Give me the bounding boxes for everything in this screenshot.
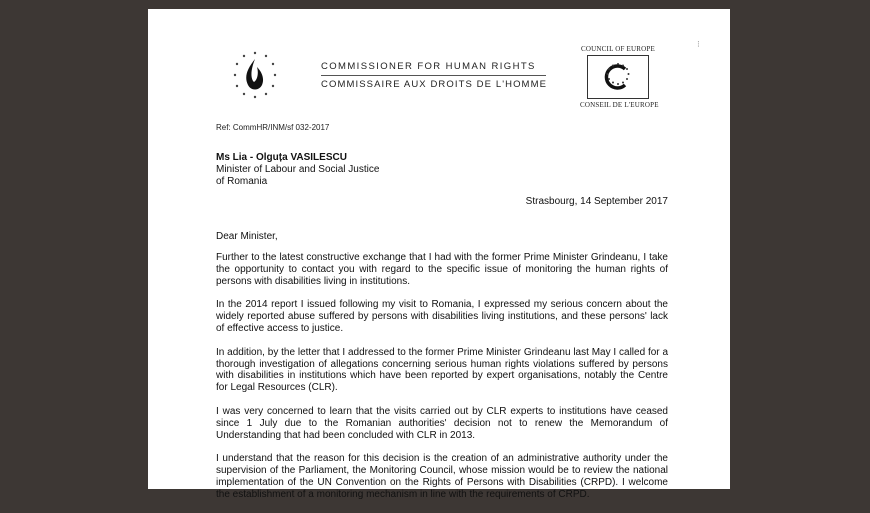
header-title-english: COMMISSIONER FOR HUMAN RIGHTS — [321, 61, 546, 76]
paragraph: In addition, by the letter that I addressed to the former Prime Minister Grindeanu last May I called for a thorough investigation of allegations concerning serious human rights violations suffered by persons with disabilities in institutions which have been reported by expert organisations, notably the Centre for Legal Resources (CLR). — [216, 346, 668, 394]
paragraph: Further to the latest constructive exchange that I had with the former Prime Minister Grindeanu, I take the opportunity to contact you with regard to the specific issue of monitoring the human rights of persons with disabilities living in institutions. — [216, 252, 668, 287]
coe-label-french: CONSEIL DE L'EUROPE — [580, 101, 659, 109]
institution-header — [321, 61, 546, 90]
recipient-title: Minister of Labour and Social Justice — [216, 164, 380, 175]
council-of-europe-logo — [580, 45, 659, 109]
letter-page — [148, 9, 730, 500]
reference-number: Ref: CommHR/INM/sf 032-2017 — [216, 123, 330, 132]
commissioner-logo — [230, 47, 280, 105]
header-title-french: COMMISSAIRE AUX DROITS DE L'HOMME — [321, 79, 548, 90]
coe-label-english: COUNCIL OF EUROPE — [581, 45, 655, 53]
coe-stars-emblem-icon — [598, 60, 638, 94]
recipient-country: of Romania — [216, 176, 268, 187]
recipient-name: Ms Lia - Olguța VASILESCU — [216, 152, 347, 163]
coe-emblem-box — [587, 55, 649, 99]
scan-mark: ⁝ — [697, 39, 700, 49]
salutation: Dear Minister, — [216, 231, 278, 242]
paragraph: I was very concerned to learn that the visits carried out by CLR experts to institutions have ceased since 1 July due to the Romanian authorities' decision not to renew the Memorandum of Understanding that had been concluded with CLR in 2013. — [216, 405, 668, 441]
paragraph: I understand that the reason for this decision is the creation of an administrative authority under the supervision of the Parliament, the Monitoring Council, whose mission would be to review the national implementation of the UN Convention on the Rights of Persons with Disabilities (CRPD). I welcome the establishment of a monitoring mechanism in line with the requirements of CRPD. — [216, 453, 668, 500]
letter-date: Strasbourg, 14 September 2017 — [525, 196, 668, 207]
flame-emblem-icon — [230, 47, 280, 105]
recipient-address — [216, 152, 379, 188]
paragraph: In the 2014 report I issued following my visit to Romania, I expressed my serious concern about the widely reported abuse suffered by persons with disabilities living institutions, and these persons' lack of effective access to justice. — [216, 299, 668, 334]
letter-body — [216, 252, 668, 513]
